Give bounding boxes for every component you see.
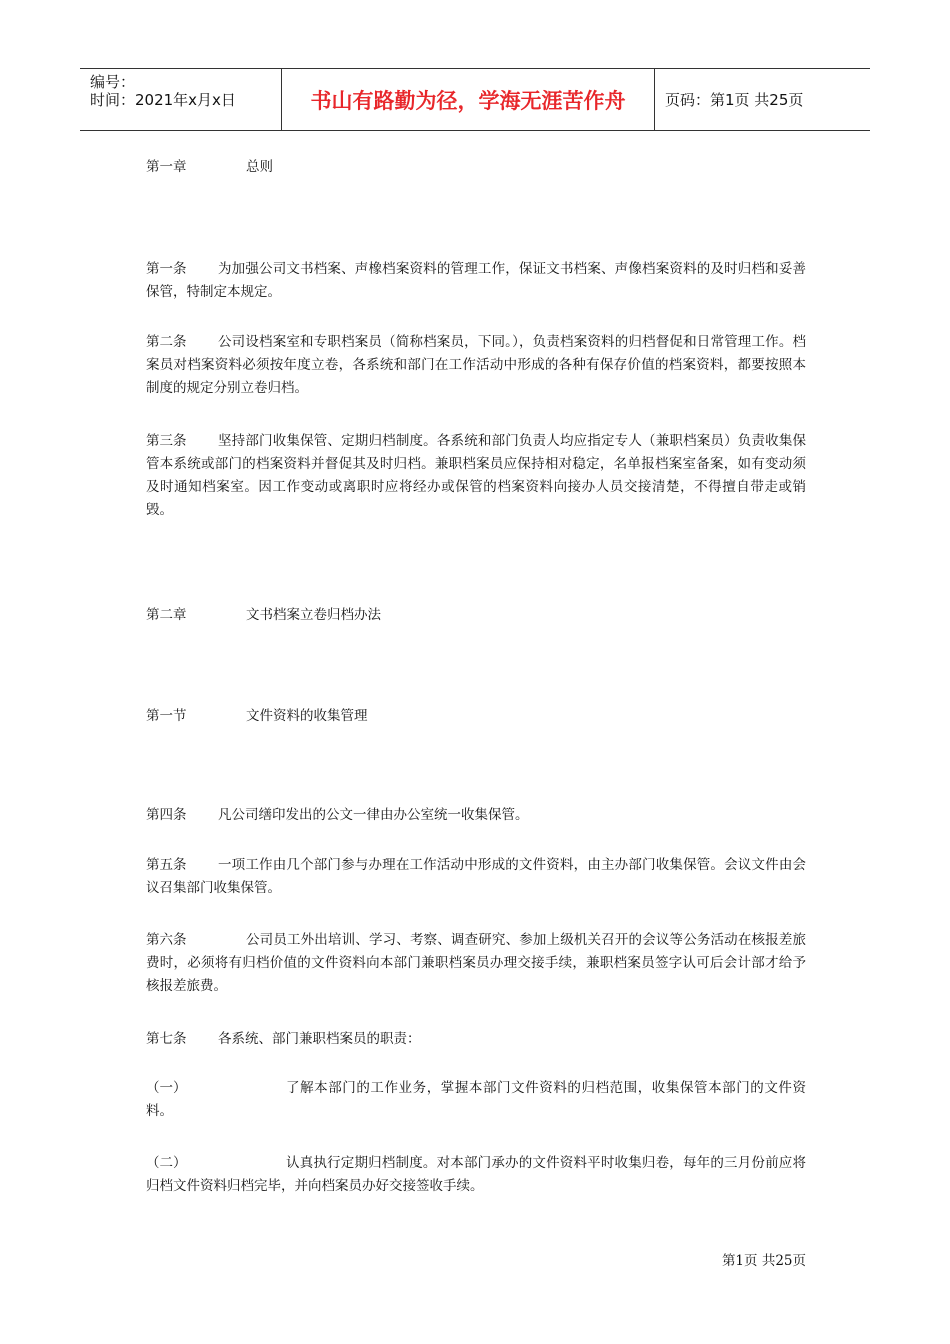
article [146,430,806,522]
article-label: 第五条 [146,857,187,873]
article-label: 第二条 [146,334,187,350]
article [146,258,806,304]
article-text: 凡公司缮印发出的公文一律由办公室统一收集保管。 [218,807,529,823]
article [146,1028,806,1051]
article [146,804,806,827]
article-text: 为加强公司文书档案、声橡档案资料的管理工作，保证文书档案、声像档案资料的及时归档和妥善保管，特制定本规定。 [146,261,806,300]
list-item-text: 认真执行定期归档制度。对本部门承办的文件资料平时收集归卷，每年的三月份前应将归档文件资料归档完毕，并向档案员办好交接签收手续。 [146,1155,806,1194]
chapter-label: 第一章 [146,159,187,175]
chapter-label: 第二章 [146,607,187,623]
list-item [146,1152,806,1198]
doc-time: 时间：2021年x月x日 [90,91,236,109]
chapter-heading [146,604,381,627]
header-page-info: 页码：第1页 共25页 [665,91,804,109]
chapter-heading [146,156,273,179]
article-label: 第六条 [146,932,187,948]
header-slogan: 书山有路勤为径，学海无涯苦作舟 [310,88,626,113]
article-text: 一项工作由几个部门参与办理在工作活动中形成的文件资料，由主办部门收集保管。会议文件由会议召集部门收集保管。 [146,857,806,896]
article [146,929,806,998]
header-table [80,68,870,131]
article-text: 各系统、部门兼职档案员的职责： [218,1031,421,1047]
header-meta [80,69,280,130]
section-title: 文件资料的收集管理 [246,708,368,724]
article [146,854,806,900]
divider [654,69,655,130]
article-text: 坚持部门收集保管、定期归档制度。各系统和部门负责人均应指定专人（兼职档案员）负责收集保管本系统或部门的档案资料并督促其及时归档。兼职档案员应保持相对稳定，名单报档案室备案，如有变动须及时通知档案室。因工作变动或离职时应将经办或保管的档案资料向接办人员交接清楚，不得擅自带走或销毁。 [146,433,806,518]
article-label: 第七条 [146,1031,187,1047]
article [146,331,806,400]
doc-number-label: 编号： [90,73,136,91]
article-label: 第四条 [146,807,187,823]
list-item-text: 了解本部门的工作业务，掌握本部门文件资料的归档范围，收集保管本部门的文件资料。 [146,1080,806,1119]
chapter-title: 总则 [246,159,273,175]
section-label: 第一节 [146,708,187,724]
article-label: 第三条 [146,433,187,449]
page-footer: 第1页 共25页 [721,1253,806,1269]
list-item-label: （二） [146,1155,187,1171]
article-text: 公司员工外出培训、学习、考察、调查研究、参加上级机关召开的会议等公务活动在核报差旅费时，必须将有归档价值的文件资料向本部门兼职档案员办理交接手续，兼职档案员签字认可后会计部才给予核报差旅费。 [146,932,806,994]
section-heading [146,705,368,728]
list-item [146,1077,806,1123]
chapter-title: 文书档案立卷归档办法 [246,607,381,623]
article-label: 第一条 [146,261,187,277]
article-text: 公司设档案室和专职档案员（简称档案员，下同。），负责档案资料的归档督促和日常管理工作。档案员对档案资料必须按年度立卷，各系统和部门在工作活动中形成的各种有保存价值的档案资料，都要按照本制度的规定分别立卷归档。 [146,334,806,396]
list-item-label: （一） [146,1080,187,1096]
